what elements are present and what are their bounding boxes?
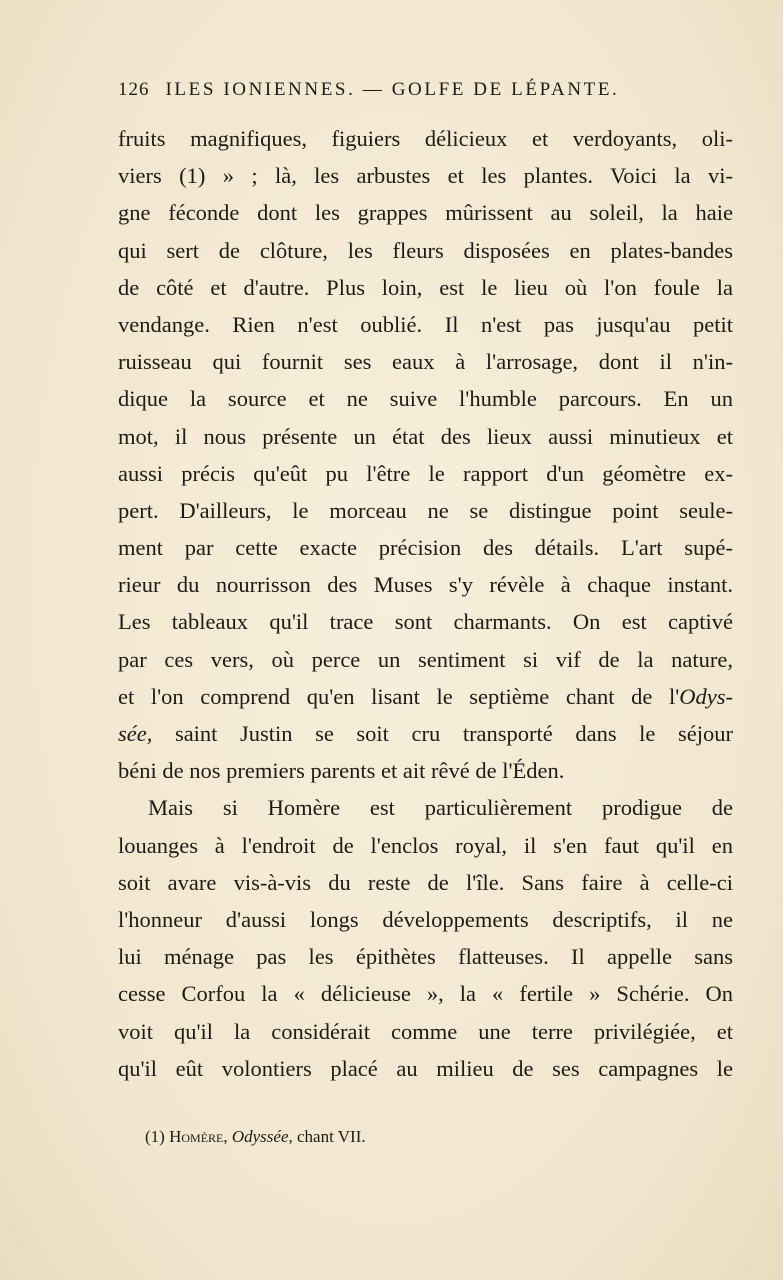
text-line: soit avare vis-à-vis du reste de l'île. Sans faire à celle-ci <box>118 869 733 895</box>
footnote-marker: (1) <box>145 1127 165 1146</box>
text-line: de côté et d'autre. Plus loin, est le lieu où l'on foule la <box>118 274 733 300</box>
text-line: vendange. Rien n'est oublié. Il n'est pas jusqu'au petit <box>118 311 733 337</box>
running-header <box>118 78 718 102</box>
paragraph-start-line: Mais si Homère est particulièrement prodigue de <box>148 795 733 821</box>
italic-title: sée, <box>118 721 153 746</box>
text-line: lui ménage pas les épithètes flatteuses. Il appelle sans <box>118 944 733 970</box>
text-line: viers (1) » ; là, les arbustes et les plantes. Voici la vi- <box>118 163 733 189</box>
text-line-with-italic <box>118 715 733 752</box>
text-line: ruisseau qui fournit ses eaux à l'arrosage, dont il n'in- <box>118 349 733 375</box>
footnote-work: Odyssée <box>231 1127 289 1146</box>
page-number: 126 <box>118 79 150 100</box>
text-line: aussi précis qu'eût pu l'être le rapport d'un géomètre ex- <box>118 460 733 486</box>
text-line: louanges à l'endroit de l'enclos royal, il s'en faut qu'il en <box>118 832 733 858</box>
footnote-separator: , <box>223 1127 232 1146</box>
text-line: pert. D'ailleurs, le morceau ne se distingue point seule- <box>118 497 733 523</box>
text-line: mot, il nous présente un état des lieux aussi minutieux et <box>118 423 733 449</box>
running-title: ILES IONIENNES. — GOLFE DE LÉPANTE. <box>165 79 620 100</box>
text-line: qu'il eût volontiers placé au milieu de ses campagnes le <box>118 1055 733 1081</box>
text-line: béni de nos premiers parents et ait rêvé de l'Éden. <box>118 758 565 784</box>
footnote-author: Homère <box>169 1127 224 1146</box>
text-line-with-italic <box>118 678 733 715</box>
text-line: l'honneur d'aussi longs développements descriptifs, il ne <box>118 906 733 932</box>
text-line: cesse Corfou la « délicieuse », la « fertile » Schérie. On <box>118 981 733 1007</box>
footnote <box>145 1127 366 1147</box>
body-text <box>118 120 733 1087</box>
text-line: gne féconde dont les grappes mûrissent au soleil, la haie <box>118 200 733 226</box>
text-line: dique la source et ne suive l'humble parcours. En un <box>118 386 733 412</box>
text-line: Les tableaux qu'il trace sont charmants. On est captivé <box>118 609 733 635</box>
text-line: rieur du nourrisson des Muses s'y révèle à chaque instant. <box>118 572 733 598</box>
text-line: ment par cette exacte précision des détails. L'art supé- <box>118 535 733 561</box>
italic-title: Odys- <box>679 683 733 709</box>
footnote-rest: , chant VII. <box>288 1127 366 1146</box>
text-line: qui sert de clôture, les fleurs disposées en plates-bandes <box>118 237 733 263</box>
text-line: voit qu'il la considérait comme une terre privilégiée, et <box>118 1018 733 1044</box>
text-segment: et l'on comprend qu'en lisant le septième chant de l' <box>118 683 680 709</box>
text-segment: saint Justin se soit cru transporté dans le séjour <box>152 721 733 746</box>
text-line: par ces vers, où perce un sentiment si vif de la nature, <box>118 646 733 672</box>
text-line: fruits magnifiques, figuiers délicieux et verdoyants, oli- <box>118 126 733 151</box>
